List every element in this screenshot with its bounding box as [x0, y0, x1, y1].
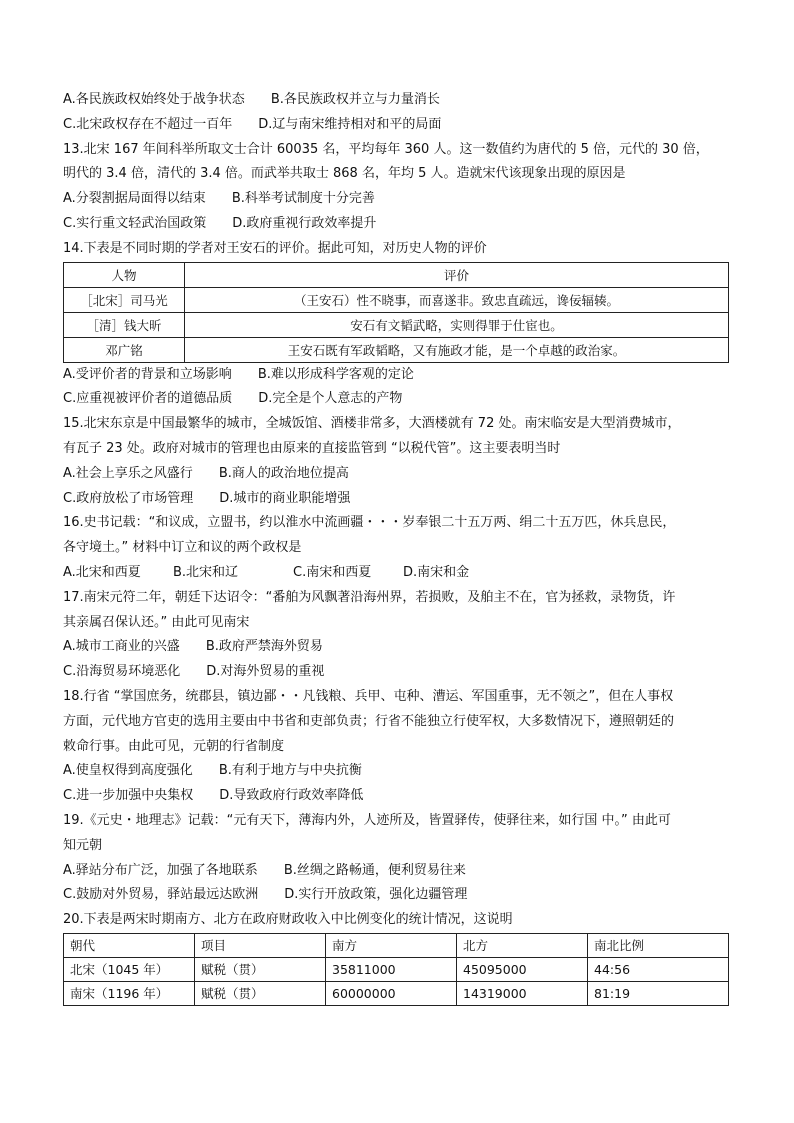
- q18-options-row-1: [63, 759, 733, 784]
- q13-option-b: B.科举考试制度十分完善: [231, 191, 375, 207]
- q17-options-row-2: [63, 660, 733, 685]
- q19-option-c: C.鼓励对外贸易，驿站最远达欧洲: [63, 887, 259, 903]
- table-header-cell: 朝代: [64, 933, 195, 957]
- table-cell: 邓广铭: [64, 337, 185, 362]
- q18-option-b: B.有利于地方与中央抗衡: [218, 763, 362, 779]
- q15-option-c: C.政府放松了市场管理: [63, 490, 194, 506]
- q19-option-b: B.丝绸之路畅通，便利贸易往来: [283, 862, 466, 878]
- q19-options-row-1: [63, 859, 733, 884]
- q18-option-a: A.使皇权得到高度强化: [63, 763, 193, 779]
- q17-option-b: B.政府严禁海外贸易: [205, 639, 323, 655]
- q14-option-a: A.受评价者的背景和立场影响: [63, 366, 232, 382]
- q13-stem-line-2: 明代的 3.4 倍，清代的 3.4 倍。而武举共取士 868 名，年均 5 人。造就宋代该现象出现的原因是: [63, 166, 626, 182]
- exam-page: [63, 88, 733, 1006]
- q16-option-a: A.北宋和西夏: [63, 564, 141, 580]
- q12-option-b: B.各民族政权并立与力量消长: [270, 92, 440, 107]
- q16-stem-line-2: 各守境土。” 材料中订立和议的两个政权是: [63, 540, 302, 556]
- q19-option-a: A.驿站分布广泛，加强了各地联系: [63, 862, 258, 878]
- q14-table: [63, 262, 729, 363]
- table-cell: 14319000: [457, 981, 588, 1005]
- q12-option-c: C.北宋政权存在不超过一百年: [63, 116, 233, 132]
- q17-option-d: D.对海外贸易的重视: [206, 664, 325, 680]
- q17-stem-line-1: 17.南宋元符二年，朝廷下达诏令：“番舶为风飘著沿海州界，若损败，及舶主不在，官为拯救，录物货，许: [63, 589, 676, 605]
- q17-options-row-1: [63, 635, 733, 660]
- table-cell: ［清］钱大昕: [64, 312, 185, 337]
- q14-option-d: D.完全是个人意志的产物: [258, 391, 403, 407]
- q16-option-c: C.南宋和西夏: [293, 564, 372, 580]
- q15-option-d: D.城市的商业职能增强: [219, 490, 351, 506]
- table-header-cell: 南北比例: [588, 933, 729, 957]
- table-cell: 赋税（贯）: [195, 957, 326, 981]
- table-cell: 北宋（1045 年）: [64, 957, 195, 981]
- q15-option-a: A.社会上享乐之风盛行: [63, 465, 193, 481]
- q15-options-row-1: [63, 462, 733, 487]
- table-header-cell: 评价: [185, 262, 729, 287]
- q12-option-a: A.各民族政权始终处于战争状态: [63, 92, 245, 107]
- q18-stem-line-2: 方面，元代地方官吏的选用主要由中书省和吏部负责；行省不能独立行使军权，大多数情况下，遵照朝廷的: [63, 713, 675, 729]
- q18-option-d: D.导致政府行政效率降低: [219, 788, 364, 804]
- table-row: [64, 337, 729, 362]
- table-row: [64, 957, 729, 981]
- q17-stem-line-2: 其亲属召保认还。” 由此可见南宋: [63, 614, 250, 630]
- q19-stem-line-2: 知元朝: [63, 837, 103, 853]
- q20-table: [63, 933, 729, 1006]
- table-cell: 王安石既有军政韬略，又有施政才能，是一个卓越的政治家。: [185, 337, 729, 362]
- table-header-cell: 人物: [64, 262, 185, 287]
- q12-option-d: D.辽与南宋维持相对和平的局面: [258, 116, 442, 132]
- q17-option-a: A.城市工商业的兴盛: [63, 639, 180, 655]
- q19-option-d: D.实行开放政策，强化边疆管理: [284, 887, 468, 903]
- q18-option-c: C.进一步加强中央集权: [63, 788, 194, 804]
- q13-options-row-1: [63, 187, 733, 212]
- q19-options-row-2: [63, 883, 733, 908]
- table-cell: 44:56: [588, 957, 729, 981]
- q14-option-c: C.应重视被评价者的道德品质: [63, 391, 233, 407]
- table-cell: ［北宋］司马光: [64, 287, 185, 312]
- q14-options-row-2: [63, 387, 733, 412]
- q16-stem-line-1: 16.史书记载：“和议成，立盟书，约以淮水中流画疆・・・岁奉银二十五万两、绢二十五万匹，休兵息民，: [63, 515, 676, 531]
- table-cell: 南宋（1196 年）: [64, 981, 195, 1005]
- q13-stem-line-1: 13.北宋 167 年间科举所取文士合计 60035 名，平均每年 360 人。这一数值约为唐代的 5 倍，元代的 30 倍，: [63, 141, 709, 157]
- q18-options-row-2: [63, 784, 733, 809]
- q15-stem-line-2: 有瓦子 23 处。政府对城市的管理也由原来的直接监管到 “以税代管”。这主要表明当时: [63, 440, 561, 456]
- table-cell: 81:19: [588, 981, 729, 1005]
- q14-option-b: B.难以形成科学客观的定论: [257, 366, 414, 382]
- table-cell: 赋税（贯）: [195, 981, 326, 1005]
- q20-stem: 20.下表是两宋时期南方、北方在政府财政收入中比例变化的统计情况，这说明: [63, 912, 513, 928]
- table-row: [64, 312, 729, 337]
- q15-option-b: B.商人的政治地位提高: [218, 465, 349, 481]
- q12-options-row-2: [63, 113, 733, 138]
- table-header-cell: 项目: [195, 933, 326, 957]
- q16-option-b: B.北宋和辽: [173, 564, 239, 580]
- q12-options-row-1: [63, 88, 733, 113]
- q14-options-row-1: [63, 363, 733, 388]
- q13-options-row-2: [63, 212, 733, 237]
- q16-options-row: [63, 561, 733, 586]
- table-cell: （王安石）性不晓事，而喜遂非。致忠直疏远，谗佞辐辏。: [185, 287, 729, 312]
- q15-stem-line-1: 15.北宋东京是中国最繁华的城市，全城饭馆、酒楼非常多，大酒楼就有 72 处。南宋临安是大型消费城市，: [63, 416, 681, 432]
- table-header-cell: 北方: [457, 933, 588, 957]
- table-row: [64, 287, 729, 312]
- table-cell: 35811000: [326, 957, 457, 981]
- q13-option-d: D.政府重视行政效率提升: [232, 215, 377, 231]
- q19-stem-line-1: 19.《元史・地理志》记载：“元有天下，薄海内外，人迹所及，皆置驿传，使驿往来，如行国 中。” 由此可: [63, 812, 671, 828]
- table-cell: 60000000: [326, 981, 457, 1005]
- q13-option-a: A.分裂割据局面得以结束: [63, 191, 206, 207]
- q18-stem-line-1: 18.行省 “掌国庶务，统郡县，镇边鄙・・凡钱粮、兵甲、屯种、漕运、军国重事，无不领之”，但在人事权: [63, 688, 674, 704]
- q13-option-c: C.实行重文轻武治国政策: [63, 215, 207, 231]
- q18-stem-line-3: 敕命行事。由此可见，元朝的行省制度: [63, 738, 285, 754]
- q15-options-row-2: [63, 487, 733, 512]
- table-cell: 安石有文韬武略，实则得罪于仕宦也。: [185, 312, 729, 337]
- table-header-row: [64, 933, 729, 957]
- table-header-cell: 南方: [326, 933, 457, 957]
- q16-option-d: D.南宋和金: [403, 564, 470, 580]
- table-header-row: [64, 262, 729, 287]
- table-row: [64, 981, 729, 1005]
- table-cell: 45095000: [457, 957, 588, 981]
- q17-option-c: C.沿海贸易环境恶化: [63, 664, 181, 680]
- q14-stem: 14.下表是不同时期的学者对王安石的评价。据此可知，对历史人物的评价: [63, 240, 487, 256]
